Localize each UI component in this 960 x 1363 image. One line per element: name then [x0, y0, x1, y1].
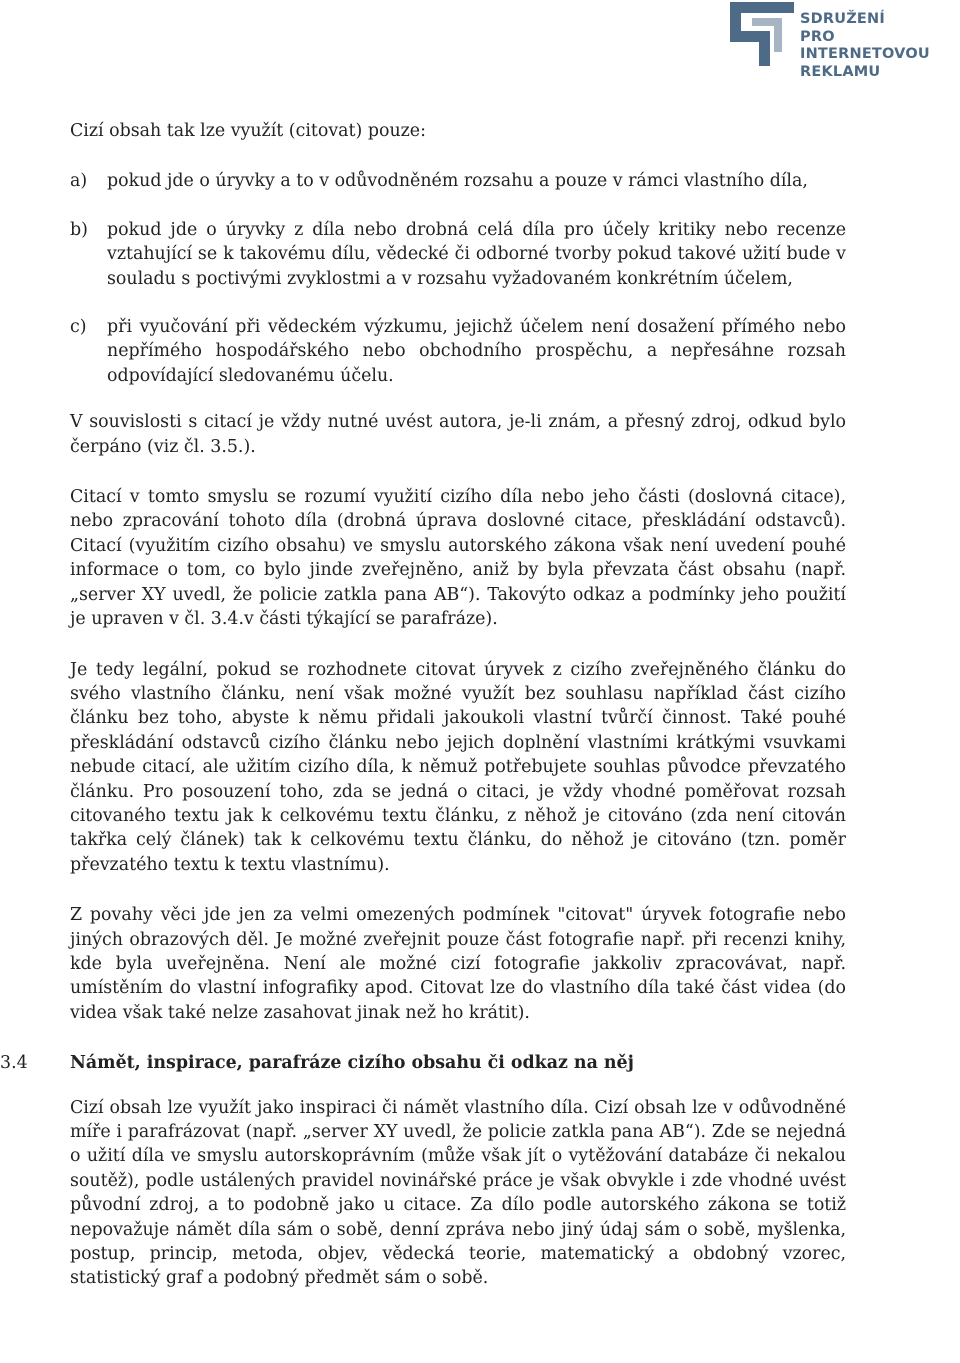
section-paragraph: Cizí obsah lze využít jako inspiraci či námět vlastního díla. Cizí obsah lze v odůvodněné míře i parafrázovat (např. „server XY uvedl, že policie zatkla pana AB“). Zde se nejedná o užití díla ve smyslu autorskoprávním (může však jít o vytěžování databáze či nekalou soutěž), podle ustálených pravidel novinářské práce je však obvykle i zde vhodné uvést původní zdroj, a to podobně jako u citace. Za dílo podle autorského zákona se totiž nepovažuje námět díla sám o sobě, denní zpráva nebo jiný údaj sám o sobě, myšlenka, postup, princip, metoda, objev, vědecká teorie, matematický a obdobný vzorec, statistický graf a podobný předmět sám o sobě. — [70, 1097, 846, 1289]
list-marker: b) — [70, 219, 88, 240]
logo-line: SDRUŽENÍ — [800, 11, 885, 27]
paragraph: Z povahy věci jde jen za velmi omezených podmínek "citovat" úryvek fotografie nebo jiných obrazových děl. Je možné zveřejnit pouze část fotografie např. při recenzi knihy, kde byla uveřejněna. Není ale možné cizí fotografie jakkoliv zpracovávat, např. umístěním do vlastní infografiky apod. Citovat lze do vlastního díla také část videa (do videa však také nelze zasahovat jinak než ho krátit). — [70, 905, 846, 1023]
spir-logo — [730, 2, 960, 80]
paragraph: Citací v tomto smyslu se rozumí využití cizího díla nebo jeho části (doslovná citace), nebo zpracování tohoto díla (drobná úprava doslovné citace, přeskládání odstavců). Citací (využitím cizího obsahu) ve smyslu autorského zákona však není uvedení pouhé informace o tom, co bylo jinde zveřejněno, aniž by byla převzata část obsahu (např. „server XY uvedl, že policie zatkla pana AB“). Takovýto odkaz a podmínky jeho použití je upraven v čl. 3.4.v části týkající se parafráze). — [70, 487, 846, 630]
section-title: Námět, inspirace, parafráze cizího obsahu či odkaz na něj — [70, 1053, 634, 1074]
list-item — [70, 218, 846, 291]
document-body — [0, 119, 846, 1317]
list-item-text: pokud jde o úryvky z díla nebo drobná celá díla pro účely kritiky nebo recenze vztahující se k takovému dílu, vědecké či odborné tvorby pokud takové užití bude v souladu s poctivými zvyklostmi a v rozsahu vyžadovaném konkrétním účelem, — [107, 219, 846, 289]
paragraph: Je tedy legální, pokud se rozhodnete citovat úryvek z cizího zveřejněného článku do svého vlastního článku, není však možné využít bez souhlasu například část cizího článku bez toho, abyste k němu přidali jakoukoli vlastní tvůrčí činnost. Také pouhé přeskládání odstavců cizího článku nebo jejich doplnění vlastními krátkými vsuvkami nebude citací, ale užitím cizího díla, k němuž potřebujete souhlas původce převzatého článku. Pro posouzení toho, zda se jedná o citaci, je vždy vhodné poměřovat rozsah citovaného textu jak k celkovému textu článku, z něhož je citováno (zda není citován takřka celý článek) tak k celkovému textu článku, do něhož je citováno (tzn. poměr převzatého textu k textu vlastnímu). — [70, 659, 846, 875]
logo-mark-icon — [730, 2, 794, 66]
intro-paragraph: Cizí obsah tak lze využít (citovat) pouze: — [70, 121, 426, 141]
list-item — [70, 169, 846, 193]
list-item-text: při vyučování při vědeckém výzkumu, jejichž účelem není dosažení přímého nebo nepřímého hospodářského nebo obchodního prospěchu, a nepřesáhne rozsah odpovídající sledovanému účelu. — [107, 317, 846, 386]
list-marker: c) — [70, 317, 87, 338]
section-heading — [0, 1051, 846, 1075]
list-marker: a) — [70, 171, 88, 192]
logo-line: PRO INTERNETOVOU — [800, 28, 930, 62]
logo-text — [800, 11, 960, 81]
logo-line: REKLAMU — [800, 63, 881, 80]
paragraph: V souvislosti s citací je vždy nutné uvést autora, je-li znám, a přesný zdroj, odkud bylo čerpáno (viz čl. 3.5.). — [70, 412, 846, 457]
list-item — [70, 315, 846, 388]
list-item-text: pokud jde o úryvky a to v odůvodněném rozsahu a pouze v rámci vlastního díla, — [107, 171, 808, 192]
section-number: 3.4 — [0, 1053, 28, 1074]
